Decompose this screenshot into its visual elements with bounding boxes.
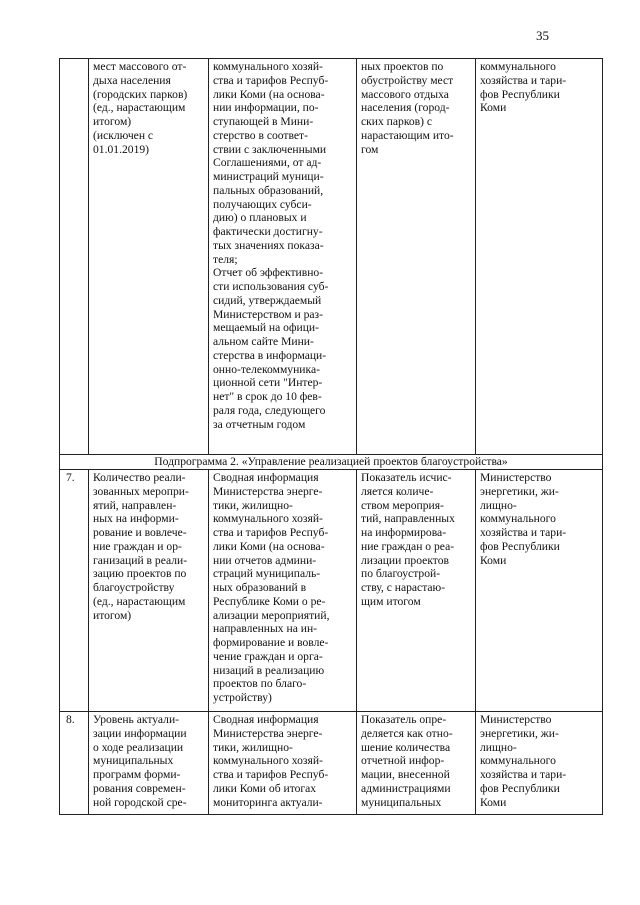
indicator-cell: Уровень актуали- зации информации о ходе реализации муниципальных программ форми- рования современ- ной городской сре- [89, 712, 209, 815]
page-number: 35 [536, 28, 549, 43]
subprogram-row [60, 455, 603, 470]
row-number-cell: 8. [60, 712, 89, 815]
table-row [60, 59, 603, 455]
table-row [60, 712, 603, 815]
subprogram-heading: Подпрограмма 2. «Управление реализацией проектов благоустройства» [60, 455, 603, 470]
table-row [60, 470, 603, 712]
row-number-cell [60, 59, 89, 455]
source-cell: Сводная информация Министерства энерге- тики, жилищно- коммунального хозяй- ства и тарифов Респуб- лики Коми (на основа- нии отчетов админи- страций муниципаль- ных образований в Республике Коми о ре- ализации мероприятий, направленных на ин- формирование и вовле- чение граждан и орга- низаций в реализацию проектов по благо- устройству) [209, 470, 357, 712]
method-cell: Показатель исчис- ляется количе- ством мероприя- тий, направленных на информирова- ние граждан о реа- лизации проектов по благоустрой- ству, с нарастаю- щим итогом [357, 470, 476, 712]
method-cell: ных проектов по обустройству мест массового отдыха населения (город- ских парков) с нарастающим ито- гом [357, 59, 476, 455]
responsible-cell: Министерство энергетики, жи- лищно- коммунального хозяйства и тари- фов Республики Коми [476, 712, 603, 815]
responsible-cell: коммунального хозяйства и тари- фов Республики Коми [476, 59, 603, 455]
source-cell: коммунального хозяй- ства и тарифов Респуб- лики Коми (на основа- нии информации, по- ступающей в Мини- стерство в соответ- ствии с заключенными Соглашениями, от ад- министраций муници- пальных образований, получающих субси- дию) о плановых и фактически достигну- тых значениях показа- теля; Отчет об эффективно- сти использования суб- сидий, утверждаемый Министерством и раз- мещаемый на офици- альном сайте Мини- стерства в информаци- онно-телекоммуника- ционной сети "Интер- нет" в срок до 10 фев- раля года, следующего за отчетным годом [209, 59, 357, 455]
row-number-cell: 7. [60, 470, 89, 712]
indicator-table [59, 58, 603, 815]
method-cell: Показатель опре- деляется как отно- шение количества отчетной инфор- мации, внесенной администрациями муниципальных [357, 712, 476, 815]
indicator-cell: Количество реали- зованных меропри- ятий, направлен- ных на информи- рование и вовлече- ние граждан и ор- ганизаций в реали- зацию проектов по благоустройству (ед., нарастающим итогом) [89, 470, 209, 712]
indicator-cell: мест массового от- дыха населения (городских парков) (ед., нарастающим итогом) (исключен с 01.01.2019) [89, 59, 209, 455]
source-cell: Сводная информация Министерства энерге- тики, жилищно- коммунального хозяй- ства и тарифов Респуб- лики Коми об итогах мониторинга актуали- [209, 712, 357, 815]
responsible-cell: Министерство энергетики, жи- лищно- коммунального хозяйства и тари- фов Республики Коми [476, 470, 603, 712]
